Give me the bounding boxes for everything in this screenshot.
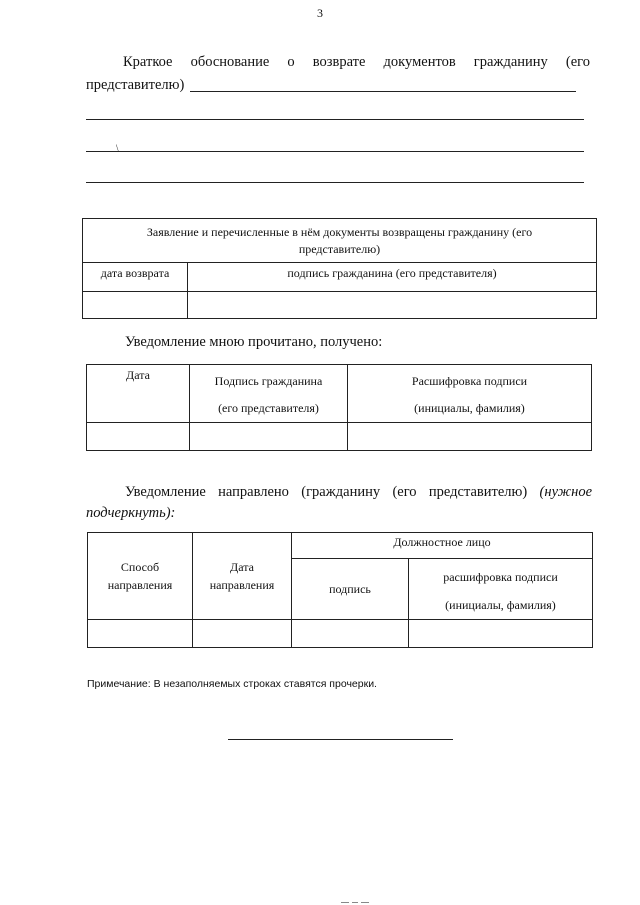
justification-label-line1: Краткое обоснование о возврате документов гражданину (его: [123, 54, 590, 70]
closing-rule: [228, 739, 453, 740]
sent-table: [87, 532, 593, 648]
acknowledgement-text: Уведомление мною прочитано, получено:: [125, 334, 383, 350]
ack-date-header: Дата: [87, 365, 190, 423]
note-text: Примечание: В незаполняемых строках ставятся прочерки.: [87, 678, 377, 690]
returned-date-header: дата возврата: [83, 263, 188, 292]
sent-sign-header: подпись: [292, 559, 409, 620]
sent-date-header-line2: направления: [209, 578, 275, 592]
justification-label-line2: представителю): [86, 77, 185, 93]
returned-signature-cell[interactable]: [188, 292, 597, 319]
ack-signature-cell[interactable]: [190, 423, 348, 451]
acknowledgement-table: [86, 364, 592, 451]
scan-mark-1: [341, 902, 349, 903]
sent-decode-cell[interactable]: [409, 620, 593, 648]
ack-signature-header-line1: Подпись гражданина: [214, 374, 323, 388]
sent-decode-header: [409, 559, 593, 620]
sent-text-line2: [86, 502, 175, 524]
sent-date-header-line1: Дата: [230, 560, 254, 574]
ack-decode-cell[interactable]: [348, 423, 592, 451]
sent-method-header-line2: направления: [107, 578, 173, 592]
ack-signature-header: [190, 365, 348, 423]
sent-method-cell[interactable]: [88, 620, 193, 648]
ack-decode-header-line1: Расшифровка подписи: [411, 374, 528, 388]
sent-text-italic-2: подчеркнуть):: [86, 505, 176, 521]
returned-documents-table: [82, 218, 597, 319]
returned-table-header: Заявление и перечисленные в нём документы возвращены гражданину (его представителю): [83, 219, 597, 263]
ack-date-cell[interactable]: [87, 423, 190, 451]
sent-decode-header-line2: (инициалы, фамилия): [445, 598, 556, 612]
ack-signature-header-line2: (его представителя): [218, 401, 319, 415]
sent-text-italic-1: (нужное: [539, 484, 593, 500]
justification-input-line-3[interactable]: [86, 151, 584, 152]
sent-method-header-line1: Способ: [120, 560, 160, 574]
justification-input-line-1[interactable]: [190, 91, 576, 92]
ack-decode-header-line2: (инициалы, фамилия): [414, 401, 525, 415]
returned-signature-header: подпись гражданина (его представителя): [188, 263, 597, 292]
sent-sign-cell[interactable]: [292, 620, 409, 648]
scan-mark-2: [352, 902, 358, 903]
sent-date-cell[interactable]: [193, 620, 292, 648]
justification-input-line-2[interactable]: [86, 119, 584, 120]
sent-official-header: Должностное лицо: [292, 533, 593, 559]
sent-text-main: Уведомление направлено (гражданину (его представителю): [125, 484, 528, 500]
sent-text-line1: [125, 481, 592, 503]
sent-method-header: [88, 533, 193, 620]
justification-input-line-4[interactable]: [86, 182, 584, 183]
returned-date-cell[interactable]: [83, 292, 188, 319]
stray-mark: \: [116, 143, 119, 153]
ack-decode-header: [348, 365, 592, 423]
scan-mark-3: [361, 902, 369, 903]
sent-date-header: [193, 533, 292, 620]
sent-decode-header-line1: расшифровка подписи: [443, 570, 558, 584]
page-number: 3: [317, 6, 323, 20]
